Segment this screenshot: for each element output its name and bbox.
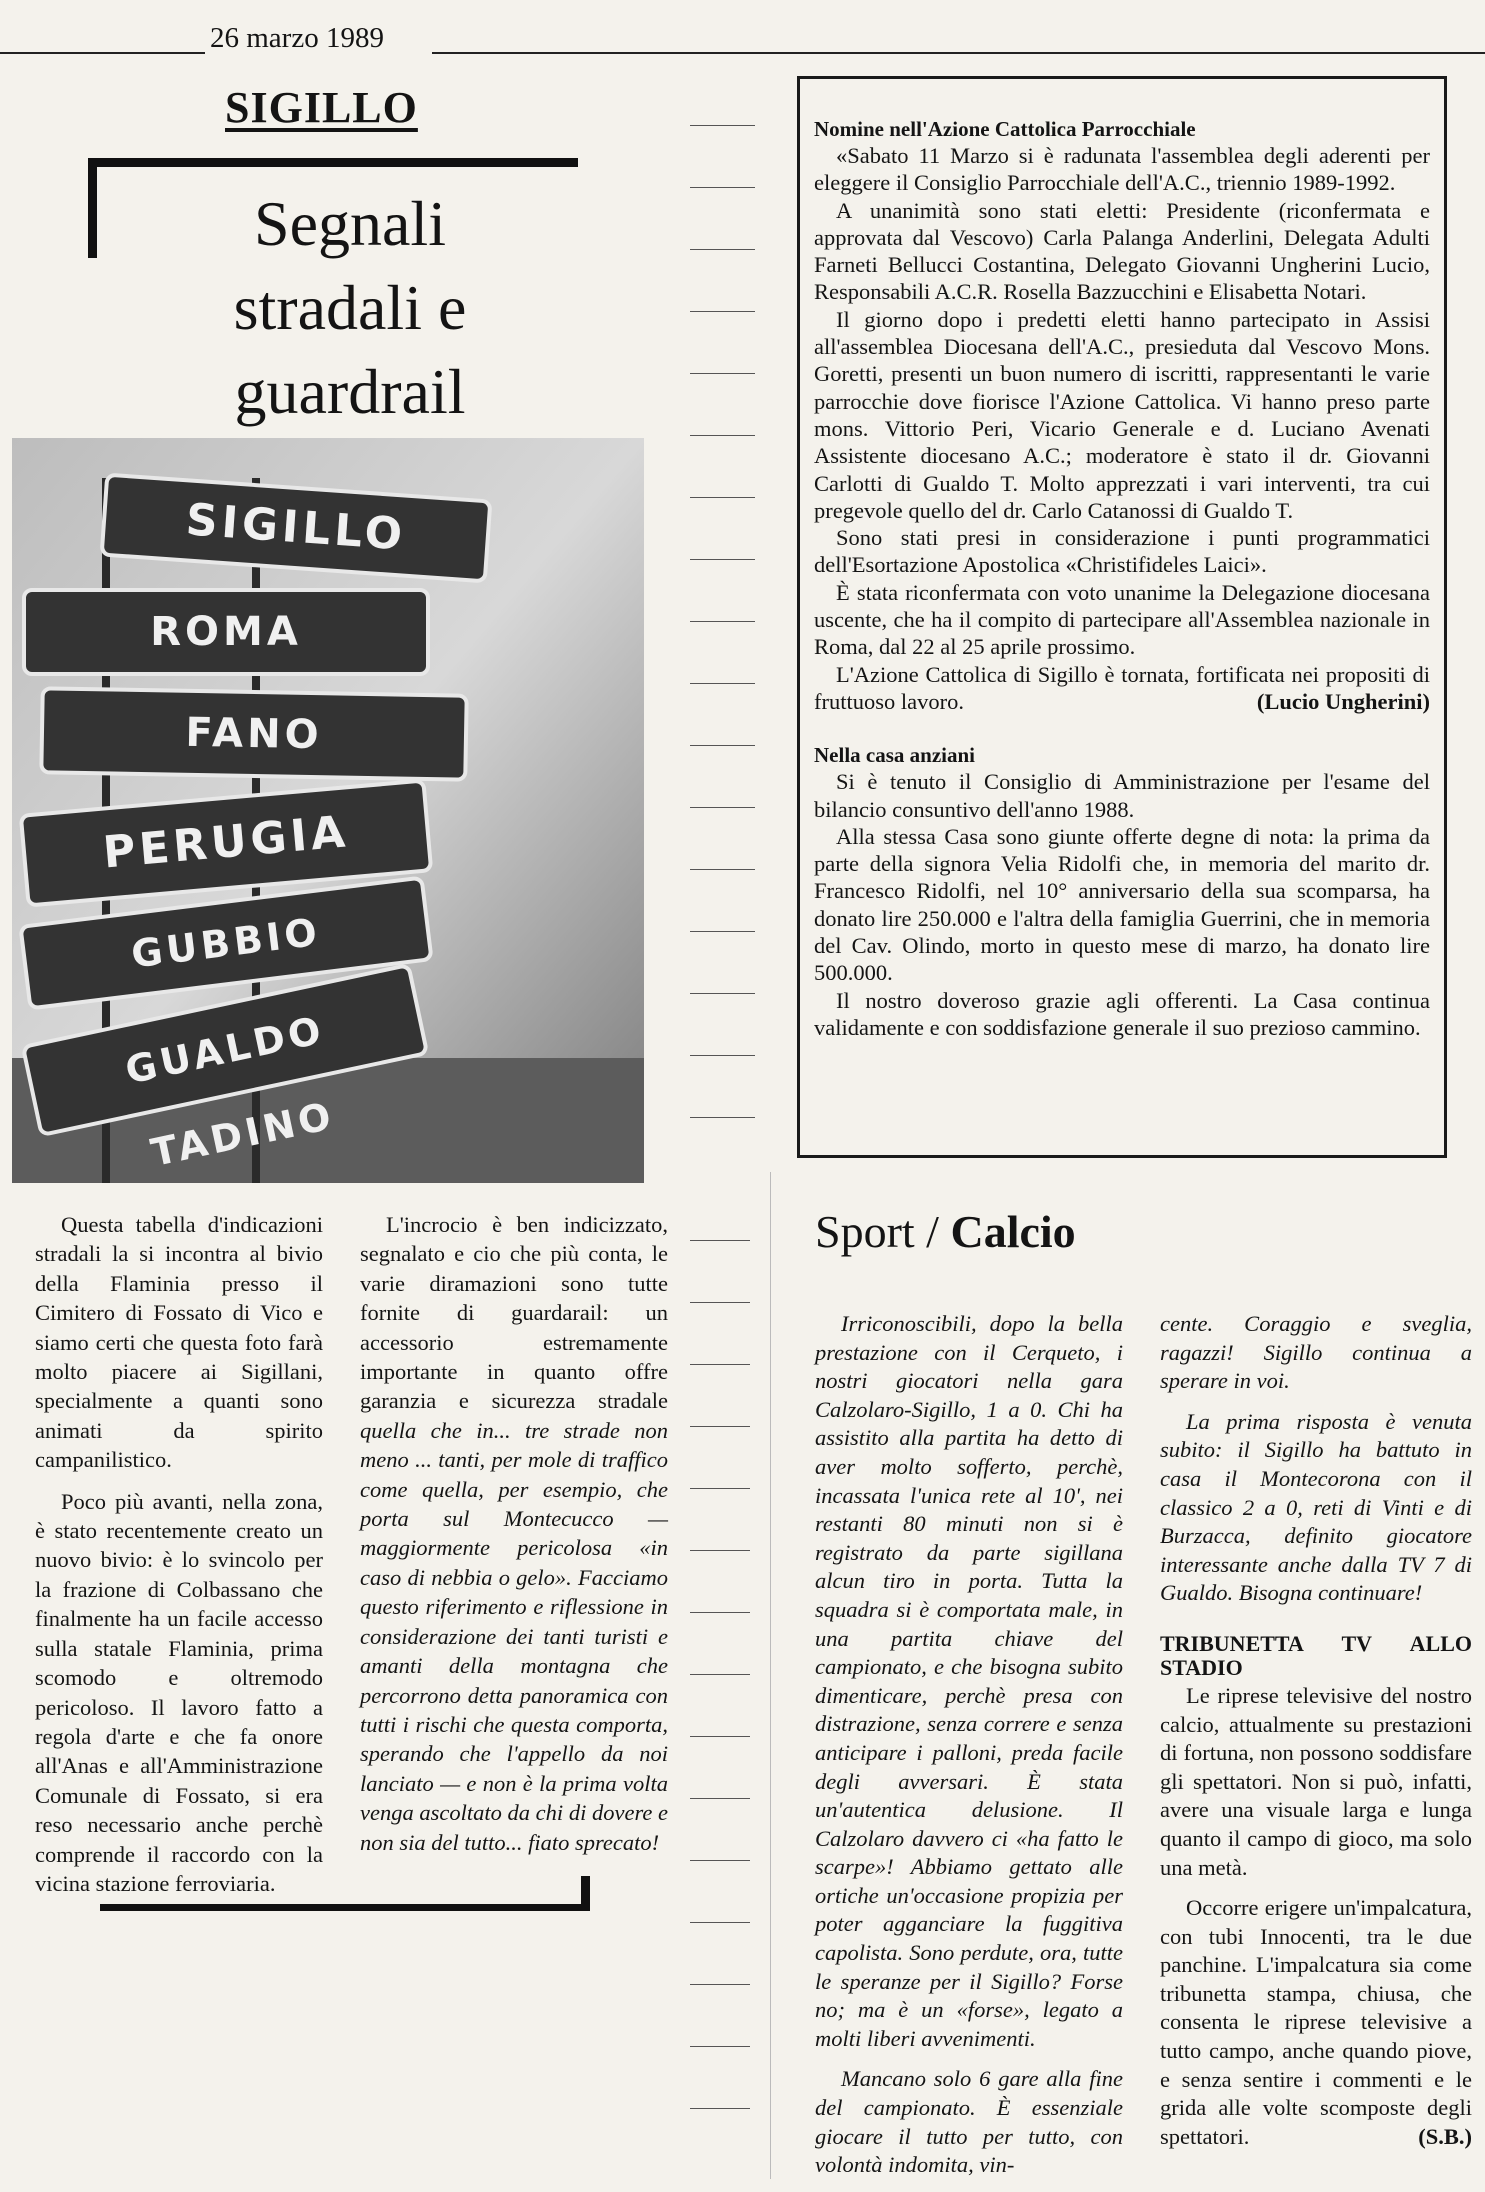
margin-tick <box>690 1674 750 1675</box>
margin-tick <box>690 1240 750 1241</box>
margin-tick <box>690 373 755 374</box>
sport-title-section: Sport / <box>815 1206 939 1257</box>
margin-tick <box>690 993 755 994</box>
margin-tick <box>690 1488 750 1489</box>
margin-tick <box>690 497 755 498</box>
margin-tick <box>690 1612 750 1613</box>
article1-italic-text: quella che in... tre strade non meno ... tanti, per mole di traffico come quella, per esempio, che porta sul Montecucco — maggiormente pericolosa «in caso di nebbia o gelo». Facciamo questo riferimento e riflessione in considerazione dei tanti turisti e amanti della montagna che percorrono detta panoramica con tutti i rischi che questa comporta, sperando che l'appello da noi lanciato — e non è la prima volta venga ascoltato da chi di dovere e non sia del tutto... fiato sprecato! <box>360 1417 668 1855</box>
headline-line-1: Segnali <box>254 188 446 259</box>
margin-tick <box>690 1055 755 1056</box>
margin-tick <box>690 559 755 560</box>
tribunetta-subhead: TRIBUNETTA TV ALLO STADIO <box>1160 1630 1472 1680</box>
issue-date: 26 marzo 1989 <box>210 22 384 54</box>
article1-closing-rule <box>100 1904 590 1911</box>
article1-roman-text: L'incrocio è ben indicizzato, segnalato e cio che più conta, le varie diramazioni sono tutte fornite di guardarail: un accessorio estremamente importante in quanto offre garanzia e sicurezza stradale <box>360 1212 668 1414</box>
margin-tick <box>690 1550 750 1551</box>
margin-tick <box>690 745 755 746</box>
casa-anziani-paragraph-2: Alla stessa Casa sono giunte offerte degne di nota: la prima da parte della signora Velia Ridolfi che, in memoria del marito dr. Francesco Ridolfi, nel 10° anniversario della sua scomparsa, ha donato lire 250.000 e l'altra della famiglia Guerrini, che in memoria del Cav. Olindo, morto in questo mese di marzo, ha donato lire 500.000. <box>814 823 1430 986</box>
margin-tick <box>690 683 755 684</box>
sport-paragraph-1: Irriconoscibili, dopo la bella prestazione con il Cerqueto, i nostri giocatori nella gara Calzolaro-Sigillo, 1 a 0. Chi ha assistito alla partita ha detto di aver molto sofferto, perchè, incassata l'unica rete al 10', nei restanti 80 minuti non si è registrato da parte sigillana alcun tiro in porta. Tutta la squadra si è comportata male, in una partita chiave del campionato, e che bisogna subito dimenticare, perchè presa con distrazione, senza correre e senza anticipare i palloni, preda facile degli avversari. È stata un'autentica delusione. Il Calzolaro davvero ci «ha fatto le scarpe»! Abbiamo gettato alle ortiche un'occasione propizia per poter agganciare la fuggitiva capolista. Sono perdute, ora, tutte le speranze per il Sigillo? Forse no; ma è un «forse», legato a molti liberi avvenimenti. <box>815 1311 1123 2051</box>
margin-tick <box>690 2108 750 2109</box>
tribunetta-closing: Occorre erigere un'impalcatura, con tubi Innocenti, tra le due panchine. L'impalcatura sia come tribunetta stampa, chiusa, che consenta le riprese televisive a tutto campo, anche quando piove, e senza sentire i commenti e le grida alle volte scomposte degli spettatori. <box>1160 1895 1472 2149</box>
azione-cattolica-paragraph-4: Sono stati presi in considerazione i punti programmatici dell'Esortazione Apostolica «Christifideles Laici». <box>814 525 1430 578</box>
article1-closing-rule-end <box>581 1876 590 1911</box>
margin-tick <box>690 1364 750 1365</box>
parish-news-box <box>797 76 1447 1158</box>
casa-anziani-title: Nella casa anziani <box>814 743 975 768</box>
margin-tick <box>690 249 755 250</box>
margin-tick <box>690 1922 750 1923</box>
margin-tick <box>690 435 755 436</box>
sport-paragraph-2: Mancano solo 6 gare alla fine del campionato. È essenziale giocare il tutto per tutto, con volontà indomita, vin- <box>815 2066 1123 2178</box>
sport-paragraph-4: La prima risposta è venuta subito: il Sigillo ha battuto in casa il Montecorona con il classico 2 a 0, reti di Vinti e di Burzacca, definito giocatore interessante anche dalla TV 7 di Gualdo. Bisogna continuare! <box>1160 1408 1472 1606</box>
headline-line-3: guardrail <box>234 356 466 427</box>
casa-anziani-paragraph-3: Il nostro doveroso grazie agli offerenti. La Casa continua validamente e con soddisfazione generale il suo prezioso cammino. <box>814 987 1430 1040</box>
margin-tick <box>690 187 755 188</box>
sign-perugia: PERUGIA <box>19 778 434 907</box>
margin-tick <box>690 1860 750 1861</box>
azione-cattolica-paragraph-5: È stata riconfermata con voto unanime la Delegazione diocesana uscente, che ha il compito di partecipare all'Assemblea nazionale in Roma, dal 22 al 25 aprile prossimo. <box>814 579 1430 660</box>
sport-signature: (S.B.) <box>1418 2123 1472 2149</box>
azione-cattolica-paragraph-6 <box>814 661 1430 716</box>
casa-anziani-paragraph-1: Si è tenuto il Consiglio di Amministrazione per l'esame del bilancio consuntivo dell'anno 1988. <box>814 769 1430 822</box>
sign-gubbio: GUBBIO <box>18 875 433 1010</box>
sport-section-title <box>815 1205 1076 1258</box>
margin-tick <box>690 125 755 126</box>
sign-fano: FANO <box>39 686 468 781</box>
section-tag: SIGILLO <box>225 83 418 132</box>
sign-roma: ROMA <box>22 588 430 676</box>
azione-cattolica-paragraph-3: Il giorno dopo i predetti eletti hanno partecipato in Assisi all'assemblea Diocesana dell'A.C., presieduta dal Vescovo Mons. Goretti, presenti un buon numero di iscritti, rappresentanti le varie parrocchie dove fiorisce l'Azione Cattolica. Vi hanno preso parte mons. Vittorio Peri, Vicario Generale e d. Luciano Avenati Assistente diocesano A.C.; moderatore è stato il dr. Giovanni Carlotti di Gualdo T. Molto apprezzati i vari interventi, tra cui pregevole quello del dr. Carlo Catanossi di Gualdo T. <box>814 306 1430 523</box>
headline-frame-top <box>88 158 578 167</box>
azione-cattolica-signature: (Lucio Ungherini) <box>1256 688 1430 714</box>
margin-tick <box>690 807 755 808</box>
road-signs-photo <box>12 438 644 1183</box>
sign-gualdo-tadino: GUALDO TADINO <box>21 963 430 1138</box>
tribunetta-paragraph-2 <box>1160 1894 1472 2151</box>
header-rule-left <box>0 52 205 54</box>
margin-tick <box>690 1302 750 1303</box>
margin-tick <box>690 1117 755 1118</box>
margin-tick <box>690 311 755 312</box>
margin-tick <box>690 1736 750 1737</box>
headline <box>150 182 550 434</box>
article1-paragraph-2: Poco più avanti, nella zona, è stato recentemente creato un nuovo bivio: è lo svincolo per la frazione di Colbassano che finalmente ha un facile accesso sulla statale Flaminia, prima scomodo e oltremodo pericoloso. Il lavoro fatto a regola d'arte e che fa onore all'Anas e all'Amministrazione Comunale di Fossato, si era reso necessario anche perchè comprende il raccordo con la vicina stazione ferroviaria. <box>35 1488 323 1896</box>
article1-column-2 <box>360 1210 668 1857</box>
azione-cattolica-paragraph-1: «Sabato 11 Marzo si è radunata l'assemblea degli aderenti per eleggere il Consiglio Parrocchiale dell'A.C., triennio 1989-1992. <box>814 143 1430 196</box>
headline-line-2: stradali e <box>233 272 467 343</box>
margin-tick <box>690 1798 750 1799</box>
sport-column-2 <box>1160 1310 1472 2163</box>
azione-cattolica-closing: L'Azione Cattolica di Sigillo è tornata, fortificata nei propositi di fruttuoso lavoro. <box>814 661 1430 714</box>
margin-tick <box>690 931 755 932</box>
headline-frame-left <box>88 158 97 258</box>
sport-paragraph-3: cente. Coraggio e sveglia, ragazzi! Sigillo continua a sperare in voi. <box>1160 1311 1472 1394</box>
article1-paragraph-1: Questa tabella d'indicazioni stradali la si incontra al bivio della Flaminia presso il Cimitero di Fossato di Vico e siamo certi che questa foto farà molto piacere ai Sigillani, specialmente a quanti sono animati da spirito campanilistico. <box>35 1212 323 1473</box>
article1-paragraph-3 <box>360 1210 668 1857</box>
clipping-edge <box>770 1172 771 2179</box>
margin-tick <box>690 1426 750 1427</box>
margin-tick <box>690 1984 750 1985</box>
sport-column-1 <box>815 1310 1123 2192</box>
article1-column-1 <box>35 1210 323 1910</box>
tribunetta-paragraph-1: Le riprese televisive del nostro calcio, attualmente su prestazioni di fortuna, non possono soddisfare gli spettatori. Non si può, infatti, avere una visuale larga e lunga quanto il campo di gioco, ma solo una metà. <box>1160 1682 1472 1880</box>
azione-cattolica-title: Nomine nell'Azione Cattolica Parrocchiale <box>814 117 1196 141</box>
sign-sigillo: SIGILLO <box>100 473 493 584</box>
margin-tick <box>690 869 755 870</box>
margin-tick <box>690 2046 750 2047</box>
azione-cattolica-paragraph-2: A unanimità sono stati eletti: Presidente (riconfermata e approvata dal Vescovo) Carla Palanga Anderlini, Delegata Adulti Farneti Bellucci Costantina, Delegato Giovanni Ungherini Lucio, Responsabili A.C.R. Rosella Bazzucchini e Elisabetta Notari. <box>814 197 1430 305</box>
sport-title-topic: Calcio <box>950 1206 1076 1257</box>
header-rule-right <box>432 52 1485 54</box>
margin-tick <box>690 621 755 622</box>
